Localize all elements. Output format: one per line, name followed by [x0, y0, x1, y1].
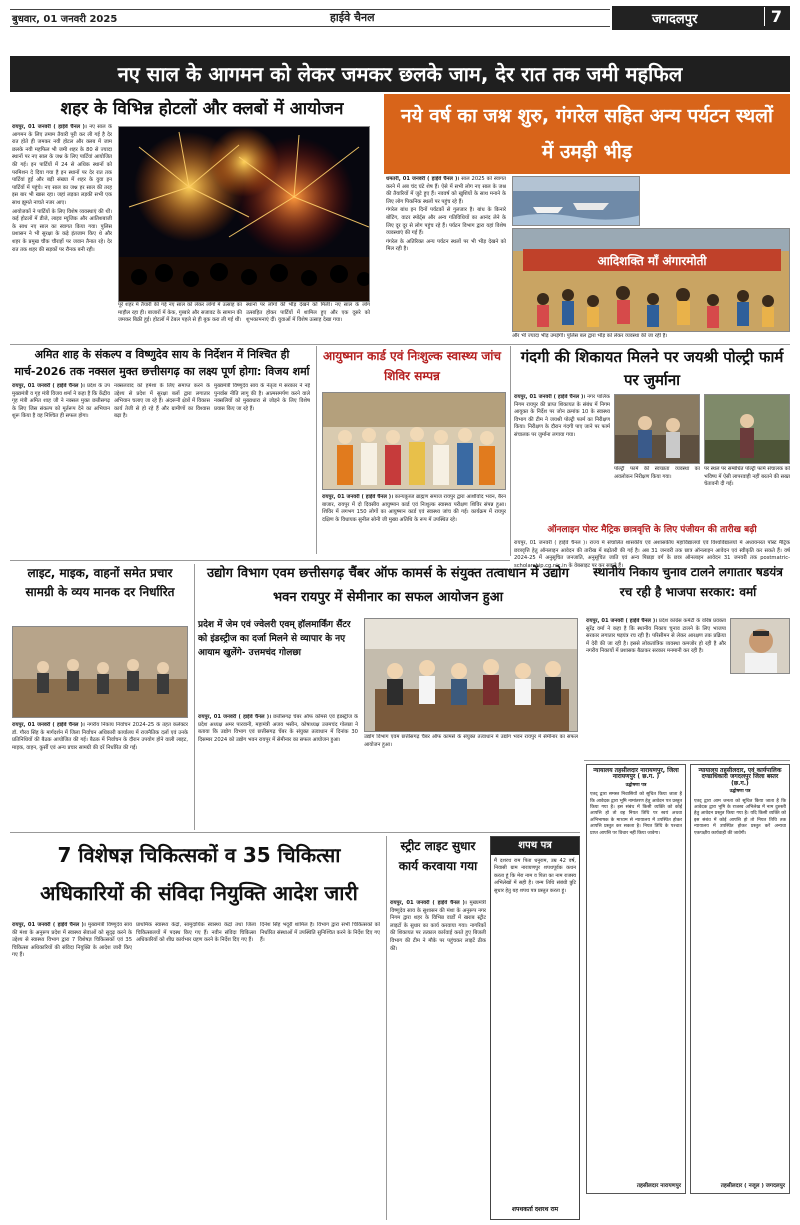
divider-v2 [510, 346, 511, 556]
shapath-body: मैं दशरथ राम पिता धनुराम, उम्र 42 वर्ष, निवासी ग्राम नारायणपुर शपथपूर्वक कथन करता हूं कि मेरा नाम व पिता का नाम राजस्व अभिलेखों में सही है। जन्म तिथि संबंधी त्रुटि सुधार हेतु यह शपथ पत्र प्रस्तुत करता हूं। [494, 858, 576, 894]
art3-column-b [114, 383, 210, 558]
lead2-caption-a: और भी ज्यादा भीड़ उमड़ेगी। पुलिस बल द्वारा भीड़ को [512, 333, 613, 339]
masthead-city-box [612, 6, 790, 30]
verma-portrait [730, 618, 790, 674]
masthead [0, 0, 800, 34]
lead1-byline: रायपुर, 01 जनवरी ( हाईवे चैनल )। [12, 124, 87, 130]
art6-headline: ऑनलाइन पोस्ट मैट्रिक छात्रवृत्ति के लिए पंजीयन की तारीख बढ़ी [547, 525, 757, 535]
lead2-caption-row [512, 333, 790, 343]
art9-headline: स्थानीय निकाय चुनाव टालने लगातार षडयंत्र रच रही है भाजपा सरकार: वर्मा [593, 565, 783, 599]
lead2-byline: धमतरी, 01 जनवरी ( हाईवे चैनल )। [386, 176, 460, 182]
notice2-title: न्यायालय तहसीलदार, एवं कार्यपालिक दण्डाधिकारी जगदलपुर जिला बस्तर (छ.ग.) [698, 767, 782, 787]
meeting-photo [12, 626, 188, 718]
svg-text:आदिशक्ति माँ अंगारमोती: आदिशक्ति माँ अंगारमोती [597, 254, 707, 268]
art5-body-a: नगर पालिक निगम रायपुर की प्राप्त शिकायत के संबंध में निगम आयुक्त के निर्देश पर जोन क्रमांक 10 के स्वास्थ्य विभाग की टीम ने जयश्री पोल्ट्री फार्म का निरीक्षण किया। निरीक्षण के दौरान गंदगी पाए जाने पर फार्म संचालक पर जुर्माना लगाया गया। [514, 394, 610, 438]
art11-body-box [390, 900, 486, 1220]
lead2-headline: नये वर्ष का जश्न शुरु, गंगरेल सहित अन्य पर्यटन स्थलों में उमड़ी भीड़ [401, 105, 773, 163]
masthead-city: जगदलपुर [652, 12, 698, 27]
lead1-body-a: नए साल के आगमन के लिए तमाम तैयारी पूरी कर ली गई है देर रात होते ही जमकर नयी होटल और क्लब में जाम छलके नयी महफिल भी जमी शहर के 80 से ज्यादा स्थानों पर नए साल के जश्न के लिए पार्टियां आयोजित की गई। इन पार्टियों में 24 से अधिक स्थानों को परमिशन दे दिया गया है इन स्थानों पर देर रात तक पार्टियां हुई और बड़ी संख्या में शहर के युवा इन पार्टियों में पहुंचे। नए साल का जश्न हर साल की तरह इस बार भी खास रहा। जहां लड़का लड़की सभी एक साथ झूमते नाचते नजर आए। [12, 124, 112, 206]
art3-column-a [12, 383, 110, 558]
tehsil-notice-jagdalpur [690, 764, 790, 1194]
divider-v3 [194, 564, 195, 830]
art11-body: मुख्यमंत्री विष्णुदेव साय के सुशासन की मंशा के अनुरूप नगर निगम द्वारा शहर के विभिन्न वार्डों में खराब स्ट्रीट लाइटों के सुधार का कार्य करवाया गया। नागरिकों की शिकायत पर तत्काल कार्रवाई करते हुए बिजली विभाग की टीम ने मौके पर पहुंचकर लाइटें ठीक कीं। [390, 900, 486, 952]
tehsil-notice-narayanpur [586, 764, 686, 1194]
notice2-body: एतद् द्वारा आम जनता को सूचित किया जाता है कि आवेदक द्वारा भूमि के राजस्व अभिलेख में नाम दुरुस्ती हेतु आवेदन प्रस्तुत किया गया है। यदि किसी व्यक्ति को इस संबंध में कोई आपत्ति हो तो नियत तिथि तक न्यायालय में उपस्थित होकर प्रस्तुत करें अन्यथा एकपक्षीय कार्यवाही की जावेगी। [694, 798, 786, 836]
art8-headline: उद्योग विभाग एवम छत्तीसगढ़ चैंबर ऑफ कामर्स के संयुक्त तत्वाधान में उद्योग भवन रायपुर में सेमीनार का सफल आयोजन हुआ [206, 566, 569, 605]
lead2-headline-box [384, 94, 790, 174]
shapath-title: शपथ पत्र [491, 837, 579, 855]
lead1-body-c: पूरे शहर में तैयारी की गई नए साल को लेकर लोगों में उत्साह का माहौल रहा ही। बाजारों में केक, गुब्बारे और सजावट के सामान की जमकर बिक्री हुई। होटलों में टेबल पहले से ही बुक करा ली गई थीं। [118, 302, 242, 324]
art10-column-a [12, 922, 132, 1220]
divider-row4 [10, 832, 580, 833]
masthead-page-number: 7 [764, 7, 782, 26]
divider-row2 [10, 560, 510, 561]
art5-headline: गंदगी की शिकायत मिलने पर जयश्री पोल्ट्री फार्म पर जुर्माना [520, 348, 784, 389]
seminar-photo [364, 618, 578, 732]
art6-body: रायपुर, 01 जनवरी ( हाईवे चैनल )। राज्य में संचालित शासकीय एवं अशासकीय महाविद्यालयों एवं विश्वविद्यालयों में अध्ययनरत पोस्ट मैट्रिक छात्रवृत्ति हेतु ऑनलाइन आवेदन की तारीख में बढ़ोतरी की गई है। अब 31 जनवरी तक छात्र ऑनलाइन आवेदन एवं स्वीकृति कर सकते हैं। वर्ष 2024-25 में अनुसूचित जनजाति, अनुसूचित जाति एवं अन्य पिछड़ा वर्ग के छात्र ऑनलाइन आवेदन 31 जनवरी तक postmatric-scholarship.cg.nic.in के वेबसाइट पर कर सकते हैं। [514, 540, 790, 569]
art5-column-b [614, 466, 700, 522]
art9-byline: रायपुर, 01 जनवरी ( हाईवे चैनल )। [586, 618, 658, 624]
gangrel-photo [512, 228, 790, 332]
notice1-sign: तहसीलदार नारायणपुर [636, 1182, 681, 1189]
lead1-headline: शहर के विभिन्न होटलों और क्लबों में आयोजन [22, 94, 382, 124]
art8-body-box [198, 714, 358, 830]
banner-headline: नए साल के आगमन को लेकर जमकर छलके जाम, देर रात तक जमी महफिल [117, 62, 683, 86]
art3-byline: रायपुर, 01 जनवरी ( हाईवे चैनल )। [12, 383, 85, 389]
notice1-subtitle: उद्घोषणा पत्र [625, 782, 647, 788]
art9-body: प्रदेश कांग्रेस कमेटी के वरिष्ठ प्रवक्ता सुरेंद्र वर्मा ने कहा है कि स्थानीय निकाय चुनाव टालने के लिए भाजपा सरकार लगातार षड़यंत्र रच रही है। परिसीमन से लेकर आरक्षण तक प्रक्रिया में देरी की जा रही है। इससे लोकतांत्रिक व्यवस्था कमजोर हो रही है और नगरीय निकायों में प्रशासक बैठाकर सरकार मनमानी कर रही है। [586, 618, 726, 655]
art8-sub-box [198, 618, 358, 710]
poultry-photo-b [704, 394, 790, 464]
divider-row1 [10, 344, 790, 345]
fireworks-photo [118, 126, 370, 302]
art8-subheadline: प्रदेश में जेम एवं ज्वेलरी एवम् हॉलमार्किंग सैंटर को इंडस्ट्रीज का दर्जा मिलने से व्यापार के नए आयाम खुलेंगे- उत्तमचंद गोलछा [198, 620, 351, 658]
art8-caption: उद्योग विभाग एवम छत्तीसगढ़ चैंबर ऑफ कामर्स के संयुक्त तत्वाधान में उद्योग भवन रायपुर में सेमीनार का सफल आयोजन हुआ। [364, 734, 578, 748]
art5-body-c: पर स्थल पर सम्बंधित पोल्ट्री फार्म संचालक को भविष्य में ऐसी लापरवाही नहीं बरतने की सख्त चेतावनी दी गई। [704, 466, 790, 488]
art10-body-a: मुख्यमंत्री विष्णुदेव साय की मंशा के अनुरूप प्रदेश में स्वास्थ्य सेवाओं को सुदृढ़ करने के उद्देश्य से स्वास्थ्य विभाग द्वारा 7 विशेषज्ञ चिकित्सकों एवं 35 चिकित्सा अधिकारियों की संविदा नियुक्ति के आदेश जारी किए गए हैं। [12, 922, 132, 959]
art8-byline: रायपुर, 01 जनवरी ( हाईवे चैनल )। [198, 714, 272, 720]
lead1-column-c [118, 302, 242, 334]
shapath-sign: शपथकर्ता दशरथ राम [511, 1206, 559, 1213]
art4-headline: आयुष्मान कार्ड एवं निःशुल्क स्वास्थ्य जांच शिविर सम्पन्न [323, 349, 501, 383]
art10-body-c: दिनेश सिंह भदूरी शामिल हैं। विभाग द्वारा सभी चिकित्सकों को निर्धारित संस्थाओं में उपस्थिति सुनिश्चित करने के निर्देश दिए गए हैं। [260, 922, 380, 944]
lead2-body-b: गंगरेल बांध इन दिनों पर्यटकों से गुलजार है। बांध के किनारे बोटिंग, वाटर स्पोर्ट्स और अन्य गतिविधियों का आनंद लेने के लिए दूर दूर से लोग पहुंच रहे हैं। पर्यटन विभाग द्वारा यहां विशेष व्यवस्थाएं की गई हैं। [386, 207, 506, 237]
art10-byline: रायपुर, 01 जनवरी ( हाईवे चैनल )। [12, 922, 86, 928]
divider-v4 [386, 836, 387, 1220]
lead2-caption-b: लेकर व्यवस्था की जा रही है। [613, 333, 668, 339]
notice1-body: एतद् द्वारा समस्त निवासियों को सूचित किया जाता है कि आवेदक द्वारा भूमि नामांतरण हेतु आवेदन पत्र प्रस्तुत किया गया है। इस संबंध में किसी व्यक्ति को कोई आपत्ति हो तो वह नियत तिथि पर स्वयं अथवा अभिभाषक के माध्यम से न्यायालय में उपस्थित होकर आपत्ति प्रस्तुत कर सकता है। नियत तिथि के पश्चात प्राप्त आपत्ति पर विचार नहीं किया जावेगा। [590, 792, 682, 836]
art3-body-b: नक्सलवाद को हमेशा के लिए समाप्त करने के उद्देश्य से प्रदेश में सुरक्षा बलों द्वारा लगातार अभियान चलाए जा रहे हैं। अंदरूनी क्षेत्रों में विकास कार्य तेजी से हो रहे हैं और ग्रामीणों का विश्वास बढ़ा है। [114, 383, 210, 420]
art10-column-c [260, 922, 380, 1220]
art10-body-b: प्राथमिक स्वास्थ्य केंद्रों, सामुदायिक स्वास्थ्य केंद्रों तथा जिला चिकित्सालयों में पदस्थ किए गए हैं। नवीन संविदा चिकित्सा अधिकारियों को शीघ्र कार्यभार ग्रहण करने के निर्देश दिए गए हैं। [136, 922, 256, 944]
divider-row3 [584, 760, 790, 761]
art7-headline: लाइट, माइक, वाहनों समेत प्रचार सामग्री के व्यय मानक दर निर्धारित [25, 566, 175, 599]
art3-headline: अमित शाह के संकल्प व विष्णुदेव साय के निर्देशन में निश्चित ही मार्च-2026 तक नक्सल मुक्त छत्तीसगढ़ का लक्ष्य पूर्ण होगा: विजय शर्मा [14, 348, 310, 378]
lead2-column-a [386, 176, 506, 332]
notice2-subtitle: उद्घोषणा पत्र [729, 789, 751, 795]
art10-column-b [136, 922, 256, 1220]
masthead-title: हाईवे चैनल [330, 11, 375, 24]
art3-body-c: मुख्यमंत्री विष्णुदेव साय के नेतृत्व में सरकार ने नई पुनर्वास नीति लागू की है। आत्मसमर्पण करने वाले नक्सलियों को मुख्यधारा से जोड़ने के लिए विशेष प्रयास किए जा रहे हैं। [214, 383, 310, 412]
art3-column-c [214, 383, 310, 558]
art5-byline: रायपुर, 01 जनवरी ( हाईवे चैनल )। [514, 394, 586, 400]
lead1-body-d: स्थानों पर लोगों की भीड़ देखने को मिली। नए साल के लोग उत्साहित होकर पार्टियों में शामिल हुए और एक दूसरे को शुभकामनाएं दीं। युवाओं में विशेष उत्साह देखा गया। [246, 302, 370, 324]
lead2-body-c: गंगरेल के अतिरिक्त अन्य पर्यटन स्थलों पर भी भीड़ देखने को मिल रही है। [386, 238, 506, 253]
lead1-column-d [246, 302, 370, 334]
poultry-photo-a [614, 394, 700, 464]
art7-body-box [12, 722, 188, 824]
lead2-body-a: साल 2025 को स्वागत करने में अब चंद घंटे शेष हैं। ऐसे में सभी लोग नए साल के जश्न की तैयारियों में जुटे हुए हैं। नववर्ष को खुशियों के साथ मनाने के लिए लोग पिकनिक स्थलों पर पहुंच रहे हैं। [386, 176, 506, 205]
art3-body-a: प्रदेश के उप मुख्यमंत्री व गृह मंत्री विजय शर्मा ने कहा है कि केंद्रीय गृह मंत्री अमित शाह जी ने नक्सल मुक्त छत्तीसगढ़ के लिए जिस संकल्प को मूर्तरूप देने का अभियान शुरू किया है वह निश्चित ही सफल होगा। [12, 383, 110, 420]
banner [10, 56, 790, 92]
notice1-title: न्यायालय तहसीलदार नारायणपुर, जिला नारायणपुर ( छ.ग. ) [593, 767, 679, 781]
art7-byline: रायपुर, 01 जनवरी ( हाईवे चैनल )। [12, 722, 85, 728]
art8-body: छत्तीसगढ़ चेंबर ऑफ कॉमर्स एवं इंडस्ट्रीज के प्रदेश अध्यक्ष अमर पारवानी, महामंत्री अजय भसीन, कोषाध्यक्ष उत्तमचंद गोलछा ने बताया कि उद्योग विभाग एवं छत्तीसगढ़ चेंबर के संयुक्त तत्वाधान में दिनांक 30 दिसम्बर 2024 को उद्योग भवन रायपुर में सेमीनार का सफल आयोजन हुआ। [198, 714, 358, 743]
art10-headline: 7 विशेषज्ञ चिकित्सकों व 35 चिकित्सा अधिकारियों की संविदा नियुक्ति आदेश जारी [40, 843, 358, 905]
art9-body-box [586, 618, 726, 760]
art4-body: कान्यकुब्ज ब्राह्मण समाज रायपुर द्वारा आशीर्वाद भवन, बैरन बाजार, रायपुर में दो दिवसीय आयुष्मान कार्ड एवं निःशुल्क स्वास्थ्य परीक्षण शिविर संपन्न हुआ। शिविर में लगभग 150 लोगों का आयुष्मान कार्ड एवं स्वास्थ्य जांच की गई। कार्यक्रम में रायपुर दक्षिण के विधायक सुनील सोनी जी मुख्य अतिथि के रूप में उपस्थित रहे। [322, 494, 506, 523]
health-camp-photo [322, 392, 506, 490]
lead1-body-b: आयोजकों ने पार्टियों के लिए विशेष व्यवस्थाएं की थीं। कई होटलों में डीजे, लाइव म्यूजिक और आतिशबाजी के साथ नए साल का स्वागत किया गया। पुलिस प्रशासन ने भी सुरक्षा के कड़े इंतजाम किए थे और शहर के प्रमुख चौक चौराहों पर जवान तैनात रहे। देर रात तक शहर की सड़कों पर रौनक बनी रही। [12, 208, 112, 253]
boats-photo [512, 176, 640, 226]
art11-byline: रायपुर, 01 जनवरी ( हाईवे चैनल )। [390, 900, 467, 906]
art7-body: नगरीय निकाय निर्वाचन 2024-25 के तहत कलेक्टर डॉ. गौरव सिंह के मार्गदर्शन में जिला निर्वाचन अधिकारी कार्यालय में राजनैतिक दलों एवं उनके प्रतिनिधियों की बैठक आयोजित की गई। बैठक में निर्वाचन के दौरान उपयोग होने वाली लाइट, माइक, वाहन, कुर्सी एवं अन्य प्रचार सामग्री की दरें निर्धारित की गईं। [12, 722, 188, 751]
art11-headline: स्ट्रीट लाइट सुधार कार्य करवाया गया [398, 839, 478, 873]
divider-v1 [316, 346, 317, 554]
art5-column-a [514, 394, 610, 524]
art4-byline: रायपुर, 01 जनवरी ( हाईवे चैनल )। [322, 494, 394, 500]
art5-body-b: पोल्ट्री फार्म की स्वच्छता व्यवस्था का अवलोकन निरीक्षण किया गया। [614, 466, 700, 480]
lead1-column-a [12, 124, 112, 320]
shapath-patra-box [490, 836, 580, 1220]
masthead-date: बुधवार, 01 जनवरी 2025 [12, 14, 118, 25]
art5-column-c [704, 466, 790, 522]
art4-body-box [322, 494, 506, 556]
notice2-sign: तहसीलदार ( नजूल ) जगदलपुर [720, 1182, 785, 1189]
